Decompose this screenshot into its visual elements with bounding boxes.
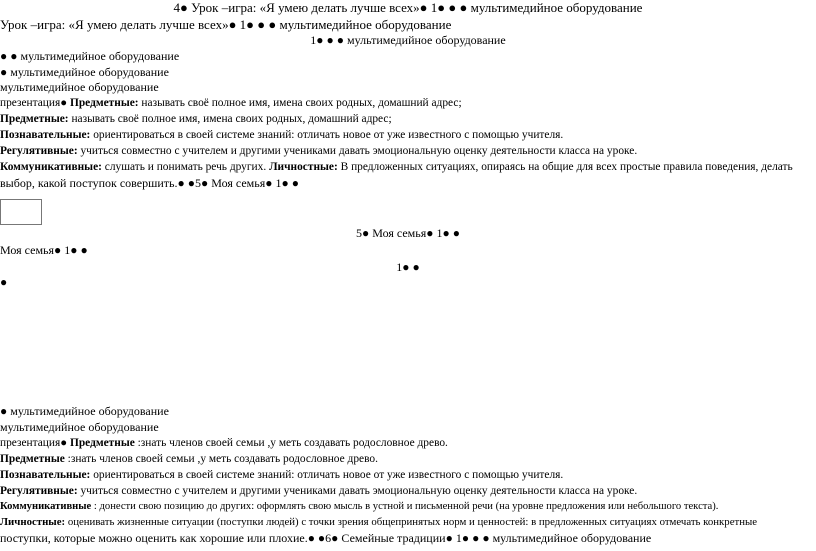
text-line: ● мультимедийное оборудование — [0, 65, 169, 79]
competency-line — [0, 437, 448, 450]
personal-label: Личностные: — [0, 516, 66, 528]
cognitive-label: Познавательные: — [0, 469, 91, 481]
personal-label: Личностные: — [269, 161, 338, 173]
text-line: Моя семья● 1● ● — [0, 243, 88, 257]
subject-label: Предметные — [69, 437, 135, 449]
subject-text: называть своё полное имя, имена своих родных, домашний адрес; — [71, 113, 392, 125]
regulatory-label: Регулятивные: — [0, 145, 78, 157]
presentation-label: презентация● — [0, 97, 68, 109]
competency-line — [0, 516, 757, 528]
personal-text: оценивать жизненные ситуации (поступки людей) с точки зрения общепринятых норм и ценностей: в предложенных ситуациях отмечать конкретные — [67, 516, 758, 528]
competency-line — [0, 469, 563, 482]
text-line: ● мультимедийное оборудование — [0, 404, 169, 418]
cognitive-text: ориентироваться в своей системе знаний: отличать новое от уже известного с помощью учителя. — [93, 129, 564, 141]
slide-title-line: 4● Урок –игра: «Я умею делать лучше всех»● 1● ● ● мультимедийное оборудование — [173, 0, 643, 15]
competency-line — [0, 129, 563, 142]
text-line: Урок –игра: «Я умею делать лучше всех»● 1● ● ● мультимедийное оборудование — [0, 17, 452, 32]
text-line: выбор, какой поступок совершить.● ●5● Моя семья● 1● ● — [0, 176, 299, 190]
regulatory-text: учиться совместно с учителем и другими учениками давать эмоциональную оценку деятельности класса на уроке. — [80, 145, 638, 157]
competency-line — [0, 97, 462, 110]
personal-text: В предложенных ситуациях, опираясь на общие для всех простые правила поведения, делать — [340, 161, 793, 173]
image-placeholder — [0, 199, 42, 225]
text-line: поступки, которые можно оценить как хорошие или плохие.● ●6● Семейные традиции● 1● ● ● мультимедийное оборудование — [0, 531, 652, 545]
subject-label: Предметные — [0, 453, 65, 465]
communicative-text: : донести свою позицию до других: оформлять свою мысль в устной и письменной речи (на уровне предложения или небольшого текста). — [93, 501, 719, 512]
text-line: мультимедийное оборудование — [0, 80, 159, 94]
competency-line — [0, 113, 392, 126]
cognitive-label: Познавательные: — [0, 129, 91, 141]
presentation-label: презентация● — [0, 437, 68, 449]
text-line-centered: 1● ● — [396, 260, 420, 274]
communicative-text: слушать и понимать речь других. — [104, 161, 267, 173]
subject-text: :знать членов своей семьи ,у меть создавать родословное древо. — [137, 437, 448, 449]
slide-title-line: 5● Моя семья● 1● ● — [355, 226, 461, 240]
cognitive-text: ориентироваться в своей системе знаний: отличать новое от уже известного с помощью учителя. — [93, 469, 564, 481]
communicative-label: Коммуникативные — [0, 501, 92, 512]
subject-text: :знать членов своей семьи ,у меть создавать родословное древо. — [67, 453, 378, 465]
competency-line — [0, 161, 793, 174]
subject-text: называть своё полное имя, имена своих родных, домашний адрес; — [141, 97, 462, 109]
competency-line — [0, 145, 637, 158]
bullet: ● — [0, 275, 8, 289]
communicative-label: Коммуникативные: — [0, 161, 102, 173]
regulatory-text: учиться совместно с учителем и другими учениками давать эмоциональную оценку деятельности класса на уроке. — [80, 485, 638, 497]
subject-label: Предметные: — [0, 113, 69, 125]
text-line-centered: 1● ● ● мультимедийное оборудование — [310, 33, 506, 47]
regulatory-label: Регулятивные: — [0, 485, 78, 497]
text-line: ● ● мультимедийное оборудование — [0, 49, 180, 63]
competency-line — [0, 501, 718, 513]
competency-line — [0, 453, 378, 466]
text-line: мультимедийное оборудование — [0, 420, 159, 434]
subject-label: Предметные: — [69, 97, 139, 109]
competency-line — [0, 485, 637, 498]
